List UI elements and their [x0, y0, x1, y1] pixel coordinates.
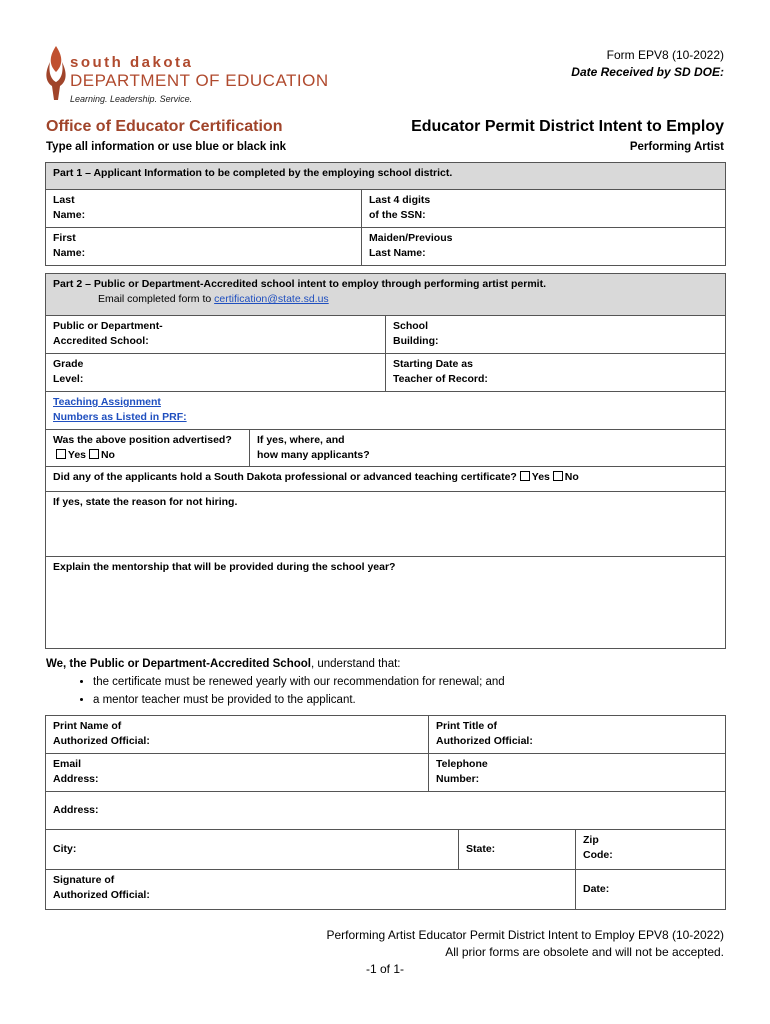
- form-number: Form EPV8 (10-2022): [606, 48, 724, 62]
- ssn-field[interactable]: Last 4 digits of the SSN:: [362, 190, 726, 228]
- signature-field[interactable]: Signature of Authorized Official:: [46, 870, 576, 910]
- logo-line2: DEPARTMENT OF EDUCATION: [70, 71, 329, 90]
- page-number: -1 of 1-: [365, 962, 404, 976]
- list-item: • the certificate must be renewed yearly with our recommendation for renewal; and: [93, 673, 505, 691]
- understand-statement: We, the Public or Department-Accredited School, understand that:: [46, 658, 401, 670]
- document-subtitle: Performing Artist: [629, 141, 724, 153]
- date-received-label: Date Received by SD DOE:: [571, 65, 724, 79]
- city-field[interactable]: City:: [46, 830, 459, 870]
- footer-obsolete-note: All prior forms are obsolete and will not be accepted.: [445, 945, 724, 959]
- starting-date-field[interactable]: Starting Date as Teacher of Record:: [386, 354, 726, 392]
- address-field[interactable]: Address:: [46, 792, 726, 830]
- certificate-yes-checkbox[interactable]: [520, 471, 530, 481]
- part2-table: [45, 273, 726, 649]
- official-table: [45, 715, 726, 910]
- telephone-field[interactable]: Telephone Number:: [429, 754, 726, 792]
- footer-form-name: Performing Artist Educator Permit District Intent to Employ EPV8 (10-2022): [326, 928, 724, 942]
- state-field[interactable]: State:: [459, 830, 576, 870]
- certificate-no-checkbox[interactable]: [553, 471, 563, 481]
- print-title-field[interactable]: Print Title of Authorized Official:: [429, 716, 726, 754]
- logo-line1: south dakota: [70, 54, 194, 71]
- school-field[interactable]: Public or Department- Accredited School:: [46, 316, 386, 354]
- date-field[interactable]: Date:: [576, 870, 726, 910]
- office-title: Office of Educator Certification: [46, 118, 283, 135]
- building-field[interactable]: School Building:: [386, 316, 726, 354]
- where-applicants-field[interactable]: If yes, where, and how many applicants?: [250, 430, 726, 467]
- torch-logo-icon: [44, 44, 68, 106]
- reason-not-hiring-field[interactable]: If yes, state the reason for not hiring.: [46, 492, 726, 557]
- advertised-question: Was the above position advertised? Yes No: [46, 430, 250, 467]
- document-title: Educator Permit District Intent to Employ: [411, 118, 724, 135]
- part1-heading: Part 1 – Applicant Information to be completed by the employing school district.: [46, 163, 726, 190]
- last-name-field[interactable]: Last Name:: [46, 190, 362, 228]
- mentorship-field[interactable]: Explain the mentorship that will be provided during the school year?: [46, 557, 726, 649]
- part2-heading: Part 2 – Public or Department-Accredited school intent to employ through performing artist permit. Email completed form to certification@state.sd.us: [46, 274, 726, 316]
- logo-tagline: Learning. Leadership. Service.: [70, 94, 193, 104]
- certificate-question: Did any of the applicants hold a South Dakota professional or advanced teaching certificate? Yes No: [46, 467, 726, 492]
- instructions: Type all information or use blue or black ink: [46, 141, 287, 153]
- first-name-field[interactable]: First Name:: [46, 228, 362, 266]
- zip-field[interactable]: Zip Code:: [576, 830, 726, 870]
- print-name-field[interactable]: Print Name of Authorized Official:: [46, 716, 429, 754]
- grade-level-field[interactable]: Grade Level:: [46, 354, 386, 392]
- certification-email-link[interactable]: certification@state.sd.us: [214, 293, 329, 305]
- teaching-assignment-field[interactable]: Teaching Assignment Numbers as Listed in PRF:: [46, 392, 726, 430]
- maiden-name-field[interactable]: Maiden/Previous Last Name:: [362, 228, 726, 266]
- advertised-no-checkbox[interactable]: [89, 449, 99, 459]
- email-field[interactable]: Email Address:: [46, 754, 429, 792]
- understand-list: [46, 673, 505, 709]
- part1-table: [45, 162, 726, 266]
- list-item: • a mentor teacher must be provided to the applicant.: [93, 691, 505, 709]
- advertised-yes-checkbox[interactable]: [56, 449, 66, 459]
